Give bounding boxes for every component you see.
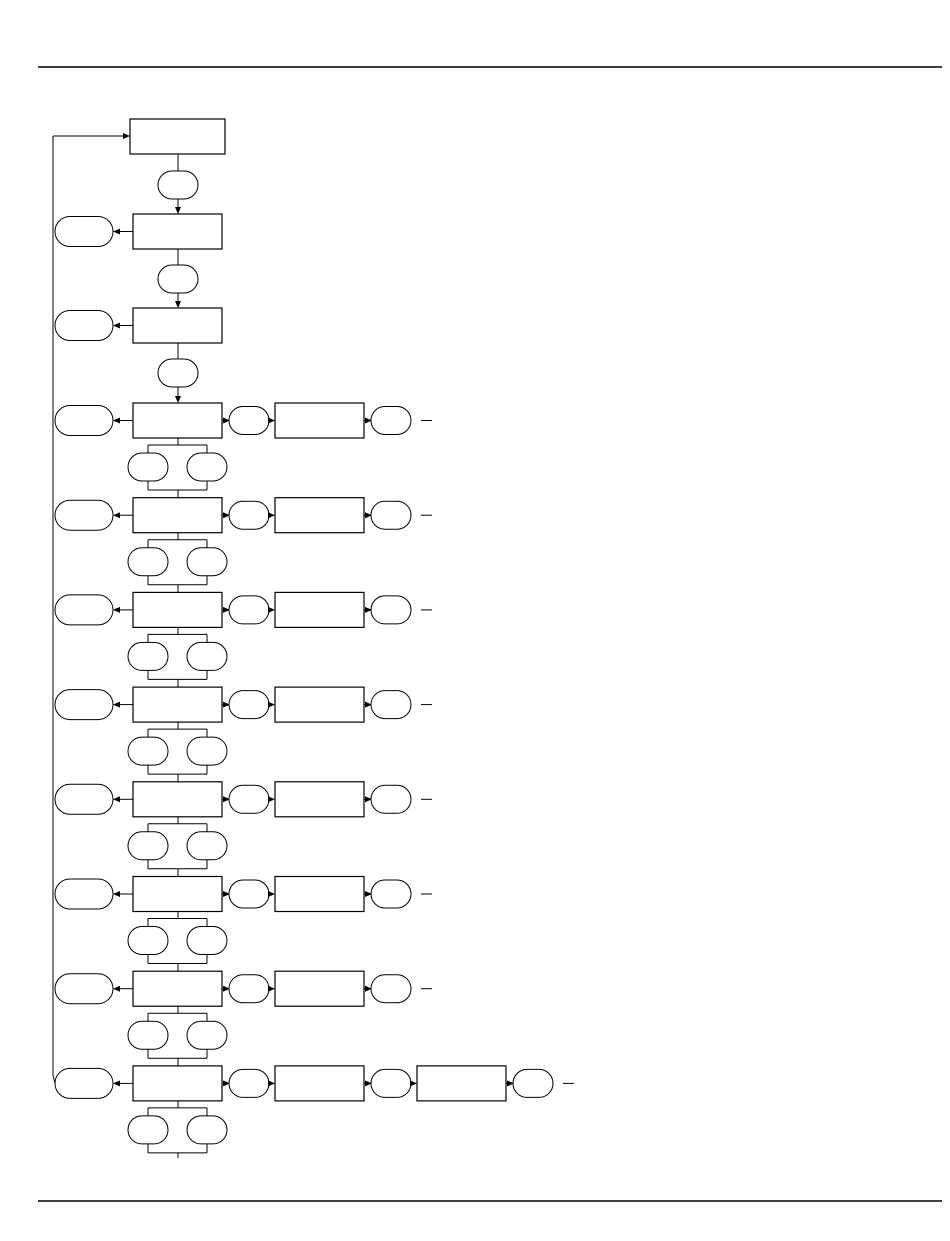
menu-2-chain-box-1	[275, 498, 364, 533]
menu-8-choice-pill-2	[187, 1116, 227, 1144]
menu-6-choice-pill-1	[128, 927, 168, 955]
arrow-head	[113, 418, 120, 424]
menu-7-chain-box-1	[275, 971, 364, 1006]
menu-1-choice-pill-2	[187, 453, 227, 481]
menu-6-chain-pill-1	[229, 880, 269, 908]
menu-3-chain-pill-1	[229, 596, 269, 624]
menu-end-pill-1	[371, 407, 411, 435]
menu-2-chain-pill-1	[229, 501, 269, 529]
arrow-head	[268, 512, 275, 518]
arrow-head	[113, 891, 120, 897]
menu-side-pill-7	[55, 974, 113, 1004]
arrow-head	[175, 396, 181, 403]
menu-end-pill-4	[371, 691, 411, 719]
menu-side-pill-2	[55, 500, 113, 530]
menu-4-chain-pill-1	[229, 691, 269, 719]
arrow-head	[113, 323, 120, 329]
menu-end-pill-7	[371, 975, 411, 1003]
arrow-head	[113, 229, 120, 235]
menu-1-chain-box-1	[275, 403, 364, 438]
menu-end-pill-3	[371, 596, 411, 624]
menu-8-choice-pill-1	[128, 1116, 168, 1144]
arrow-head	[268, 607, 275, 613]
entry-pill	[158, 359, 198, 387]
arrow-head	[175, 301, 181, 308]
menu-box-5	[133, 782, 222, 817]
arrow-head	[113, 1080, 120, 1086]
menu-2-choice-pill-1	[128, 548, 168, 576]
menu-4-choice-pill-1	[128, 737, 168, 765]
intro-side-pill-1	[55, 217, 113, 247]
intro-pill-2	[158, 265, 198, 293]
arrow-head	[113, 986, 120, 992]
menu-5-chain-pill-1	[229, 785, 269, 813]
menu-end-pill-6	[371, 880, 411, 908]
menu-5-choice-pill-2	[187, 832, 227, 860]
menu-end-pill-2	[371, 501, 411, 529]
flowchart	[53, 119, 574, 1158]
menu-4-chain-box-1	[275, 687, 364, 722]
arrow-head	[410, 1080, 417, 1086]
arrow-head	[123, 133, 130, 139]
menu-1-chain-pill-1	[229, 407, 269, 435]
menu-box-4	[133, 687, 222, 722]
menu-end-pill-8	[513, 1069, 553, 1097]
menu-8-chain-box-2	[417, 1066, 506, 1101]
menu-8-chain-pill-2	[371, 1069, 411, 1097]
menu-side-pill-1	[55, 406, 113, 436]
menu-5-choice-pill-1	[128, 832, 168, 860]
menu-box-2	[133, 498, 222, 533]
menu-box-3	[133, 592, 222, 627]
menu-side-pill-5	[55, 784, 113, 814]
arrow-head	[113, 512, 120, 518]
menu-side-pill-3	[55, 595, 113, 625]
menu-side-pill-6	[55, 879, 113, 909]
menu-box-8	[133, 1066, 222, 1101]
intro-pill-1	[158, 171, 198, 199]
menu-7-choice-pill-2	[187, 1021, 227, 1049]
intro-box-2	[133, 308, 222, 343]
arrow-head	[268, 418, 275, 424]
menu-3-chain-box-1	[275, 592, 364, 627]
intro-box-1	[133, 214, 222, 249]
arrow-head	[268, 1080, 275, 1086]
menu-3-choice-pill-2	[187, 642, 227, 670]
menu-2-choice-pill-2	[187, 548, 227, 576]
menu-3-choice-pill-1	[128, 642, 168, 670]
arrow-head	[268, 891, 275, 897]
menu-4-choice-pill-2	[187, 737, 227, 765]
arrow-head	[268, 796, 275, 802]
menu-side-pill-4	[55, 690, 113, 720]
arrow-head	[113, 796, 120, 802]
menu-8-chain-box-1	[275, 1066, 364, 1101]
menu-7-choice-pill-1	[128, 1021, 168, 1049]
menu-5-chain-box-1	[275, 782, 364, 817]
arrow-head	[175, 207, 181, 214]
menu-7-chain-pill-1	[229, 975, 269, 1003]
menu-side-pill-8	[55, 1068, 113, 1098]
arrow-head	[268, 986, 275, 992]
menu-box-7	[133, 971, 222, 1006]
menu-end-pill-5	[371, 785, 411, 813]
arrow-head	[268, 702, 275, 708]
intro-side-pill-2	[55, 311, 113, 341]
menu-6-choice-pill-2	[187, 927, 227, 955]
arrow-head	[113, 702, 120, 708]
menu-box-6	[133, 877, 222, 912]
arrow-head	[113, 607, 120, 613]
start-box	[130, 119, 225, 154]
menu-6-chain-box-1	[275, 877, 364, 912]
menu-1-choice-pill-1	[128, 453, 168, 481]
menu-8-chain-pill-1	[229, 1069, 269, 1097]
menu-box-1	[133, 403, 222, 438]
